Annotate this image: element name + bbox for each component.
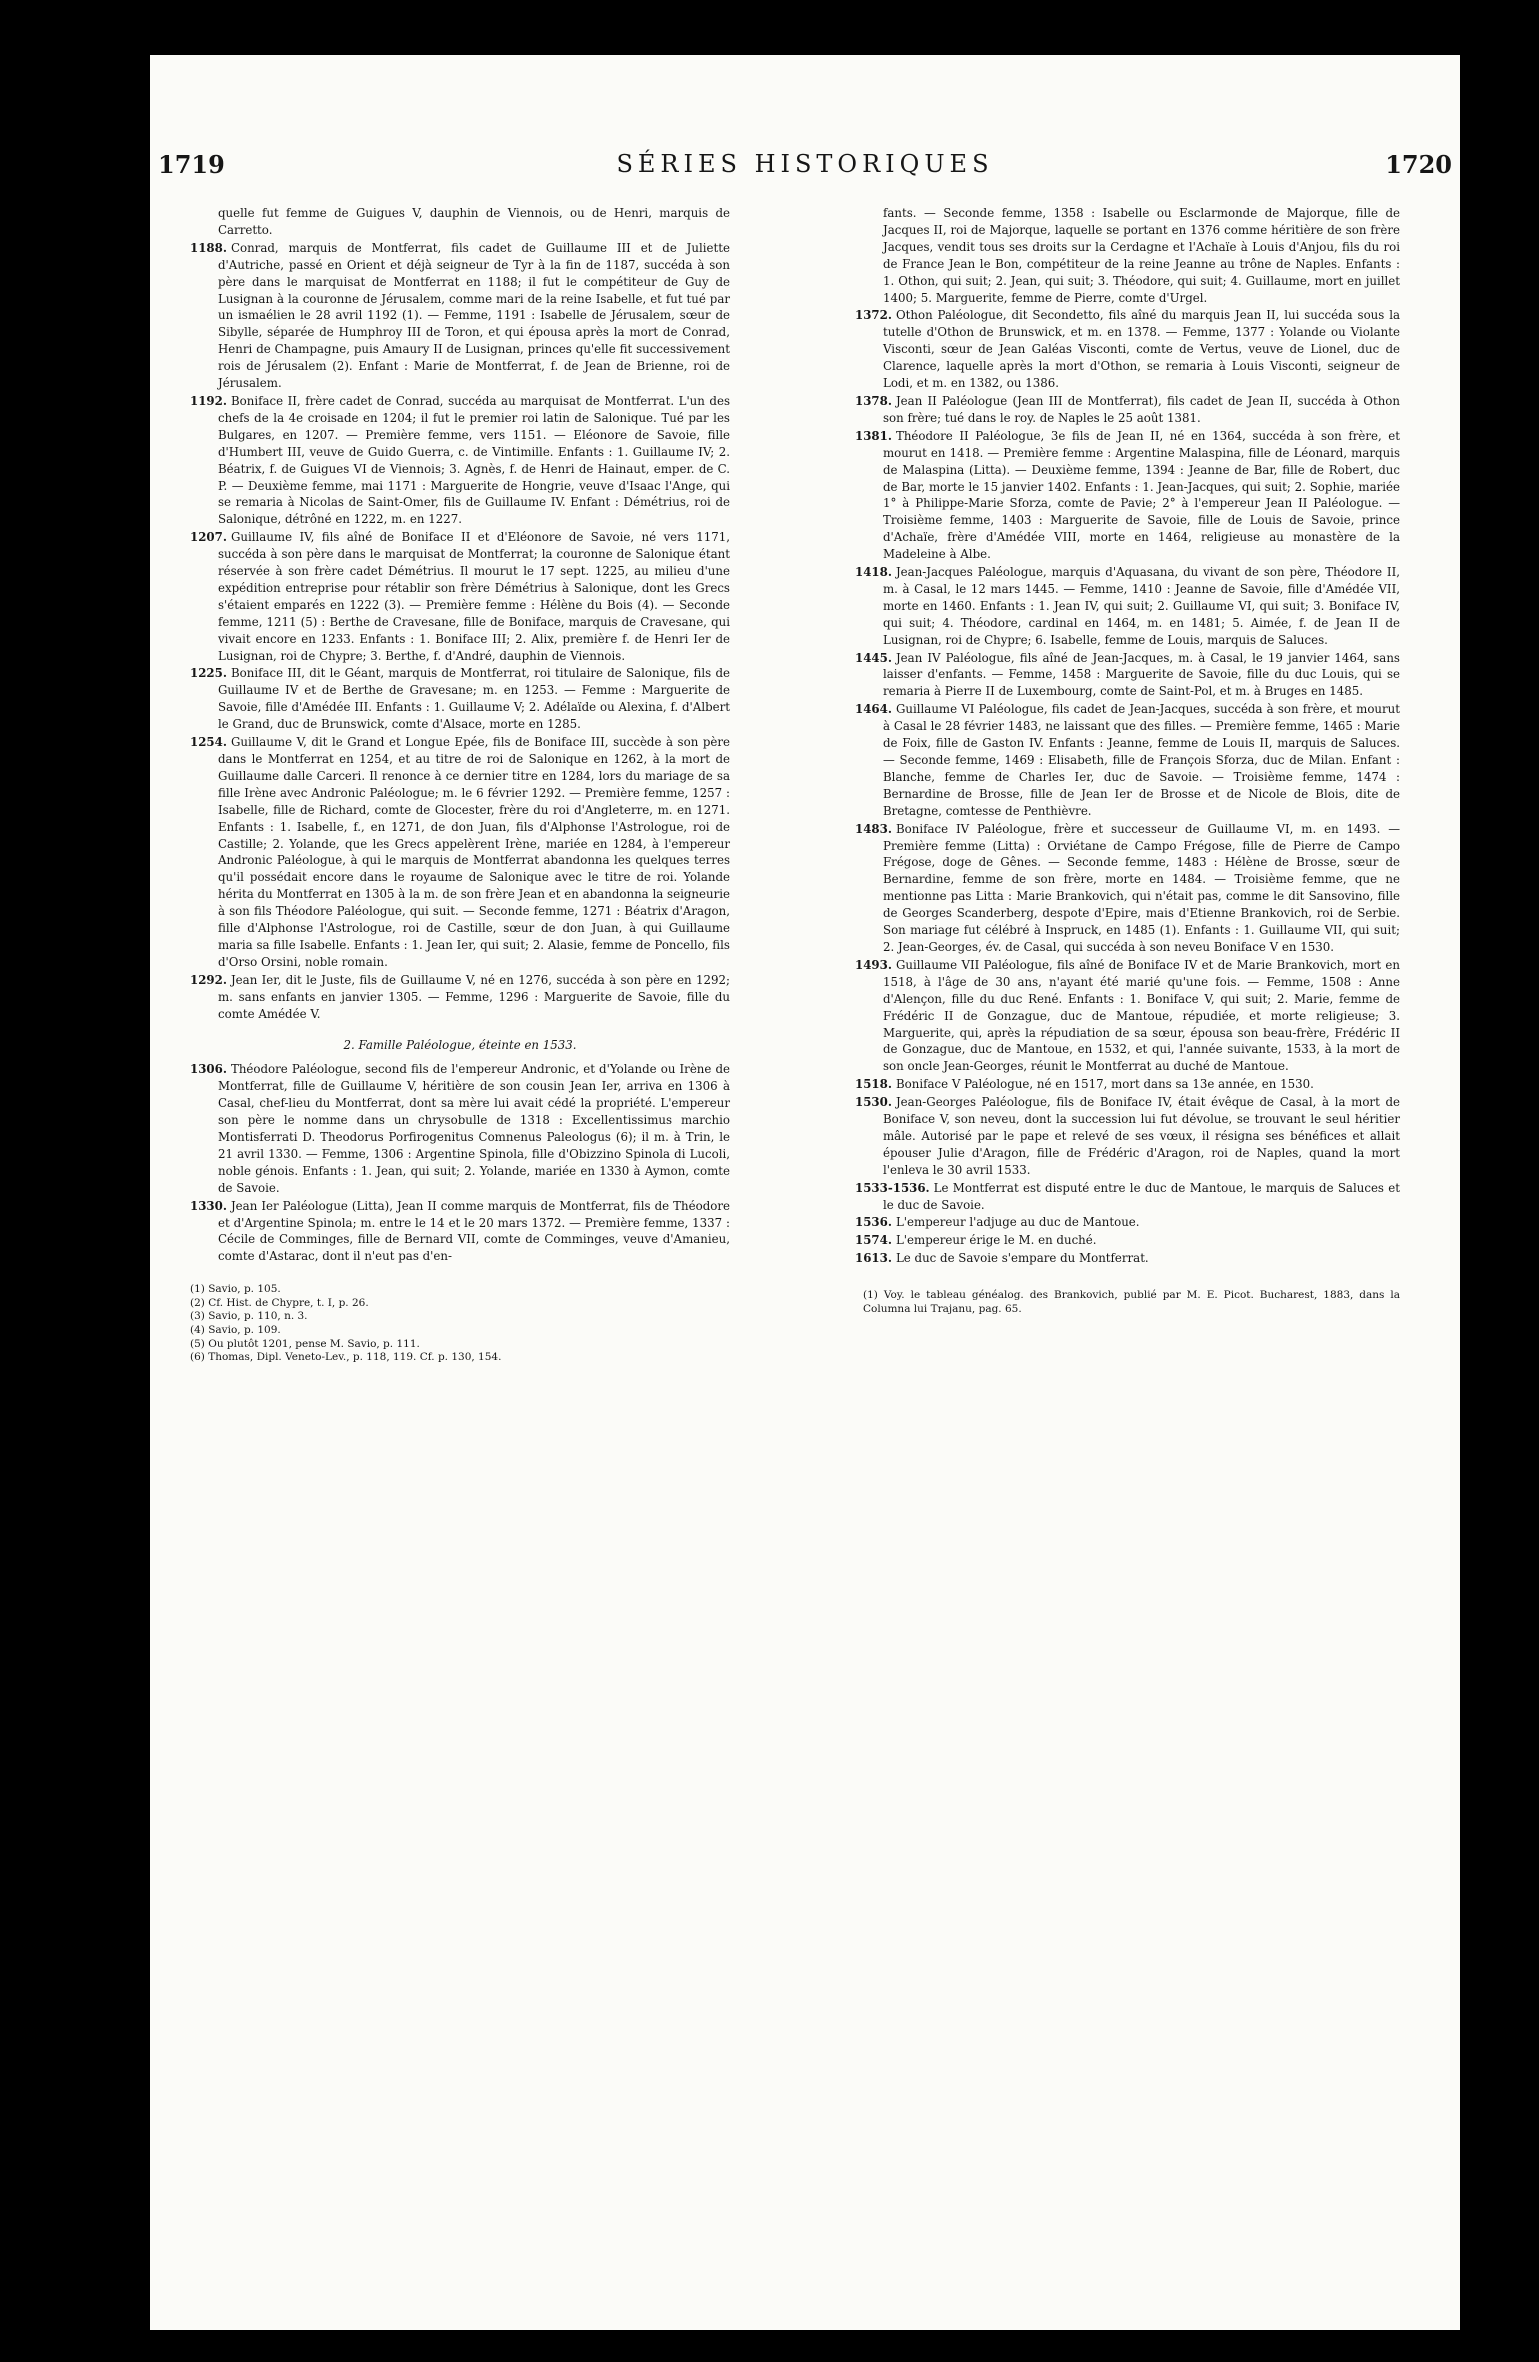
entry-text: Théodore II Paléologue, 3e fils de Jean II, né en 1364, succéda à son frère, et mourut en 1418. — Première femme : Argentine Malaspina, fille de Léonard, marquis de Malaspina (Litta). — Deuxième femme, 1394 : Jeanne de Bar, fille de Robert, duc de Bar, morte le 15 janvier 1402. Enfants : 1. Jean-Jacques, qui suit; 2. Sophie, mariée 1° à Philippe-Marie Sforza, comte de Pavie; 2° à l'empereur Jean II Paléologue. — Troisième femme, 1403 : Marguerite de Savoie, fille de Louis de Savoie, prince d'Achaïe, frère d'Amédée VIII, morte en 1464, religieuse au monastère de la Madeleine à Albe. (883, 428, 1400, 562)
right-column (855, 205, 1400, 1327)
entry-text: Guillaume VI Paléologue, fils cadet de Jean-Jacques, succéda à son frère, et mourut à Casal le 28 février 1483, ne laissant que des filles. — Première femme, 1465 : Marie de Foix, fille de Gaston IV. Enfants : Jeanne, femme de Louis II, marquis de Saluces. — Seconde femme, 1469 : Elisabeth, fille de François Sforza, duc de Milan. Enfant : Blanche, femme de Charles Ier, duc de Savoie. — Troisième femme, 1474 : Bernardine de Brosse, fille de Jean Ier de Brosse et de Nicole de Blois, dite de Bretagne, comtesse de Penthièvre. (883, 702, 1400, 818)
entry-text: Jean-Georges Paléologue, fils de Boniface IV, était évêque de Casal, à la mort de Boniface V, son neveu, dont la succession lui fut dévolue, se trouvant le seul héritier mâle. Autorisé par le pape et relevé de ses vœux, il résigna ses bénéfices et allait épouser Julie d'Aragon, fille de Frédéric d'Aragon, roi de Naples, quand la mort l'enleva le 30 avril 1533. (883, 1095, 1400, 1177)
entry-text: Le Montferrat est disputé entre le duc de Mantoue, le marquis de Saluces et le duc de Savoie. (883, 1180, 1400, 1212)
entry (855, 307, 1400, 392)
entry-text: Guillaume V, dit le Grand et Longue Epée, fils de Boniface III, succède à son père dans le Montferrat en 1254, et au titre de roi de Salonique en 1262, à la mort de Guillaume dalle Carceri. Il renonce à ce dernier titre en 1284, lors du mariage de sa fille Irène avec Andronic Paléologue; m. le 6 février 1292. — Première femme, 1257 : Isabelle, fille de Richard, comte de Glocester, frère du roi d'Angleterre, m. en 1271. Enfants : 1. Isabelle, f., en 1271, de don Juan, fils d'Alphonse l'Astrologue, roi de Castille; 2. Yolande, que les Grecs appelèrent Irène, mariée en 1284, à l'empereur Andronic Paléologue, à qui le marquis de Montferrat abandonna les quelques terres qu'il possédait encore dans le royaume de Salonique avec le titre de roi. Yolande hérita du Montferrat en 1305 à la m. de son frère Jean et en abandonna la seigneurie à son fils Théodore Paléologue, qui suit. — Seconde femme, 1271 : Béatrix d'Aragon, fille d'Alphonse l'Astrologue, roi de Castille, sœur de don Juan, à qui Guillaume maria sa fille Isabelle. Enfants : 1. Jean Ier, qui suit; 2. Alasie, femme de Poncello, fils d'Orso Orsini, noble romain. (218, 735, 730, 969)
entry-year: 1536. (855, 1215, 892, 1230)
section-title: 2. Famille Paléologue, éteinte en 1533. (343, 1037, 577, 1052)
entry (190, 734, 730, 971)
entry (190, 240, 730, 392)
footnote: (1) Savio, p. 105. (190, 1283, 281, 1296)
entry-text: Othon Paléologue, dit Secondetto, fils aîné du marquis Jean II, lui succéda sous la tutelle d'Othon de Brunswick, et m. en 1378. — Femme, 1377 : Yolande ou Violante Visconti, sœur de Jean Galéas Visconti, comte de Vertus, veuve de Lionel, duc de Clarence, laquelle après la mort d'Othon, se remaria à Louis Visconti, seigneur de Lodi, et m. en 1382, ou 1386. (883, 308, 1400, 391)
left-footnotes (190, 1283, 730, 1365)
entry (190, 665, 730, 733)
footnote: (5) Ou plutôt 1201, pense M. Savio, p. 111. (190, 1337, 420, 1350)
entry-year: 1483. (855, 821, 892, 836)
entry-text: Le duc de Savoie s'empare du Montferrat. (895, 1251, 1149, 1266)
entry-text: Jean Ier Paléologue (Litta), Jean II comme marquis de Montferrat, fils de Théodore et d'Argentine Spinola; m. entre le 14 et le 20 mars 1372. — Première femme, 1337 : Cécile de Comminges, fille de Bernard VII, comte de Comminges, veuve d'Amanieu, comte d'Astarac, dont il n'eut pas d'en- (218, 1198, 730, 1264)
entry-text: Jean IV Paléologue, fils aîné de Jean-Jacques, m. à Casal, le 19 janvier 1464, sans laisser d'enfants. — Femme, 1458 : Marguerite de Savoie, fille du duc Louis, qui se remaria à Pierre II de Luxembourg, comte de Saint-Pol, et m. à Bruges en 1485. (883, 650, 1400, 699)
entry (855, 1232, 1400, 1249)
entry-year: 1306. (190, 1062, 227, 1077)
entry-year: 1381. (855, 428, 892, 443)
entry (855, 1250, 1400, 1267)
entry-year: 1493. (855, 957, 892, 972)
entry (855, 1180, 1400, 1214)
entry (855, 393, 1400, 427)
entry-year: 1225. (190, 666, 227, 681)
entry (190, 1198, 730, 1266)
entry-year: 1254. (190, 735, 227, 750)
entry-text: Boniface IV Paléologue, frère et successeur de Guillaume VI, m. en 1493. — Première femme (Litta) : Orviétane de Campo Frégose, fille de Pierre de Campo Frégose, doge de Gênes. — Seconde femme, 1483 : Hélène de Brosse, sœur de Bernardine, femme de son frère, morte en 1484. — Troisième femme, que ne mentionne pas Litta : Marie Brankovich, qui n'était pas, comme le dit Sansovino, fille de Georges Scanderberg, despote d'Epire, mais d'Etienne Brankovich, roi de Serbie. Son mariage fut célébré à Inspruck, en 1485 (1). Enfants : 1. Guillaume VII, qui suit; 2. Jean-Georges, év. de Casal, qui succéda à son neveu Boniface V en 1530. (883, 821, 1400, 954)
entry (855, 1076, 1400, 1093)
entry-text: Conrad, marquis de Montferrat, fils cadet de Guillaume III et de Juliette d'Autriche, passé en Orient et déjà seigneur de Tyr à la fin de 1187, succéda à son père dans le marquisat de Montferrat en 1188; il fut le compétiteur de Guy de Lusignan à la couronne de Jérusalem, comme mari de la reine Isabelle, et fut tué par un ismaélien le 28 avril 1192 (1). — Femme, 1191 : Isabelle de Jérusalem, sœur de Sibylle, séparée de Humphroy III de Toron, et qui épousa après la mort de Conrad, Henri de Champagne, puis Amaury II de Lusignan, princes qu'elle fit successivement rois de Jérusalem (2). Enfant : Marie de Montferrat, f. de Jean de Brienne, roi de Jérusalem. (218, 240, 730, 391)
entry-text: Jean-Jacques Paléologue, marquis d'Aquasana, du vivant de son père, Théodore II, m. à Casal, le 12 mars 1445. — Femme, 1410 : Jeanne de Savoie, fille d'Amédée VII, morte en 1460. Enfants : 1. Jean IV, qui suit; 2. Guillaume VI, qui suit; 3. Boniface IV, qui suit; 4. Théodore, cardinal en 1464, m. en 1481; 5. Aimée, f. de Jean II de Lusignan, roi de Chypre; 6. Isabelle, femme de Louis, marquis de Saluces. (883, 565, 1400, 647)
entry-text: Jean Ier, dit le Juste, fils de Guillaume V, né en 1276, succéda à son père en 1292; m. sans enfants en janvier 1305. — Femme, 1296 : Marguerite de Savoie, fille du comte Amédée V. (218, 972, 730, 1021)
entry (190, 529, 730, 664)
entry-text: Boniface V Paléologue, né en 1517, mort dans sa 13e année, en 1530. (895, 1077, 1314, 1092)
entry-year: 1518. (855, 1077, 892, 1092)
running-title: SÉRIES HISTORIQUES (616, 150, 994, 178)
entry-text: L'empereur l'adjuge au duc de Mantoue. (895, 1215, 1140, 1230)
document-page (150, 55, 1460, 2330)
page-header (150, 150, 1460, 190)
entry (855, 957, 1400, 1075)
entry-text: L'empereur érige le M. en duché. (895, 1233, 1097, 1248)
entry (855, 1094, 1400, 1179)
entry-text: Jean II Paléologue (Jean III de Montferrat), fils cadet de Jean II, succéda à Othon son frère; tué dans le roy. de Naples le 25 août 1381. (883, 393, 1400, 425)
entry-year: 1372. (855, 308, 892, 323)
entry (190, 393, 730, 528)
entry-text: Théodore Paléologue, second fils de l'empereur Andronic, et d'Yolande ou Irène de Montferrat, fille de Guillaume V, héritière de son cousin Jean Ier, arriva en 1306 à Casal, chef-lieu du Montferrat, dont sa mère lui avait cédé la propriété. L'empereur son père le nomme dans un chrysobulle de 1318 : Excellentissimus marchio Montisferrati D. Theodorus Porfirogenitus Comnenus Paleologus (6); il m. à Trin, le 21 avril 1330. — Femme, 1306 : Argentine Spinola, fille d'Obizzino Spinola di Lucoli, noble génois. Enfants : 1. Jean, qui suit; 2. Yolande, mariée en 1330 à Aymon, comte de Savoie. (218, 1062, 730, 1195)
entry-year: 1613. (855, 1251, 892, 1266)
entry-year: 1330. (190, 1198, 227, 1213)
footnote: (3) Savio, p. 110, n. 3. (190, 1310, 308, 1323)
left-entries (190, 240, 730, 1023)
entry-text: Boniface II, frère cadet de Conrad, succéda au marquisat de Montferrat. L'un des chefs de la 4e croisade en 1204; il fut le premier roi latin de Salonique. Tué par les Bulgares, en 1207. — Première femme, vers 1151. — Eléonore de Savoie, fille d'Humbert III, veuve de Guido Guerra, c. de Vintimille. Enfants : 1. Guillaume IV; 2. Béatrix, f. de Guigues VI de Viennois; 3. Agnès, f. de Henri de Hainaut, emper. de C. P. — Deuxième femme, mai 1171 : Marguerite de Hongrie, veuve d'Isaac l'Ange, qui se remaria à Nicolas de Saint-Omer, fils de Guillaume IV. Enfant : Démétrius, roi de Salonique, détrôné en 1222, m. en 1227. (218, 393, 730, 527)
page-number-left: 1719 (158, 150, 225, 179)
entry-text: Guillaume VII Paléologue, fils aîné de Boniface IV et de Marie Brankovich, mort en 1518, à l'âge de 30 ans, n'ayant été marié qu'une fois. — Femme, 1508 : Anne d'Alençon, fille du duc René. Enfants : 1. Boniface V, qui suit; 2. Marie, femme de Frédéric II de Gonzague, duc de Mantoue, répudiée, et morte religieuse; 3. Marguerite, qui, après la répudiation de sa sœur, épousa son beau-frère, Frédéric II de Gonzague, duc de Mantoue, en 1532, et qui, l'année suivante, 1533, à la mort de son oncle Jean-Georges, réunit le Montferrat au duché de Mantoue. (883, 957, 1400, 1074)
entry-year: 1533-1536. (855, 1180, 930, 1195)
entry (855, 1214, 1400, 1231)
entry-year: 1378. (855, 393, 892, 408)
footnote: (2) Cf. Hist. de Chypre, t. I, p. 26. (190, 1296, 369, 1309)
entry (855, 821, 1400, 956)
right-entries (855, 307, 1400, 1267)
entry-year: 1292. (190, 972, 227, 987)
entry-year: 1207. (190, 530, 227, 545)
entry (855, 428, 1400, 563)
entry (855, 701, 1400, 819)
entry-year: 1188. (190, 240, 227, 255)
entry-year: 1192. (190, 393, 227, 408)
footnote: (6) Thomas, Dipl. Veneto-Lev., p. 118, 119. Cf. p. 130, 154. (190, 1351, 502, 1364)
footnote: (4) Savio, p. 109. (190, 1324, 281, 1337)
right-intro: fants. — Seconde femme, 1358 : Isabelle ou Esclarmonde de Majorque, fille de Jacques II, roi de Majorque, laquelle se portant en 1376 comme héritière de son frère Jacques, vendit tous ses droits sur la Cerdagne et l'Achaïe à Louis d'Anjou, fils du roi de France Jean le Bon, compétiteur de la reine Jeanne au trône de Naples. Enfants : 1. Othon, qui suit; 2. Jean, qui suit; 3. Théodore, qui suit; 4. Guillaume, mort en juillet 1400; 5. Marguerite, femme de Pierre, comte d'Urgel. (883, 206, 1400, 305)
entry-year: 1574. (855, 1233, 892, 1248)
entry (190, 972, 730, 1023)
right-footnote: (1) Voy. le tableau généalog. des Brankovich, publié par M. E. Picot. Bucharest, 1883, dans la Columna lui Trajanu, pag. 65. (863, 1289, 1400, 1315)
left-column (190, 205, 730, 1365)
entry (855, 564, 1400, 649)
entry-year: 1445. (855, 650, 892, 665)
entry-text: Guillaume IV, fils aîné de Boniface II et d'Eléonore de Savoie, né vers 1171, succéda à son père dans le marquisat de Montferrat; la couronne de Salonique étant réservée à son frère cadet Démétrius. Il mourut le 17 sept. 1225, au milieu d'une expédition entreprise pour rétablir son frère Démétrius à Salonique, dont les Grecs s'étaient emparés en 1222 (3). — Première femme : Hélène du Bois (4). — Seconde femme, 1211 (5) : Berthe de Cravesane, fille de Boniface, marquis de Cravesane, qui vivait encore en 1233. Enfants : 1. Boniface III; 2. Alix, première f. de Henri Ier de Lusignan, roi de Chypre; 3. Berthe, f. d'André, dauphin de Viennois. (218, 530, 730, 663)
entry (190, 1061, 730, 1196)
entry-year: 1464. (855, 702, 892, 717)
entry-year: 1530. (855, 1095, 892, 1110)
left-entries-2 (190, 1061, 730, 1265)
entry-text: Boniface III, dit le Géant, marquis de Montferrat, roi titulaire de Salonique, fils de Guillaume IV et de Berthe de Gravesane; m. en 1253. — Femme : Marguerite de Savoie, fille d'Amédée III. Enfants : 1. Guillaume V; 2. Adélaïde ou Alexina, f. d'Albert le Grand, duc de Brunswick, comte d'Alsace, morte en 1285. (218, 666, 730, 732)
entry-year: 1418. (855, 565, 892, 580)
left-intro: quelle fut femme de Guigues V, dauphin de Viennois, ou de Henri, marquis de Carretto. (218, 206, 730, 237)
page-number-right: 1720 (1385, 150, 1452, 179)
entry (855, 650, 1400, 701)
